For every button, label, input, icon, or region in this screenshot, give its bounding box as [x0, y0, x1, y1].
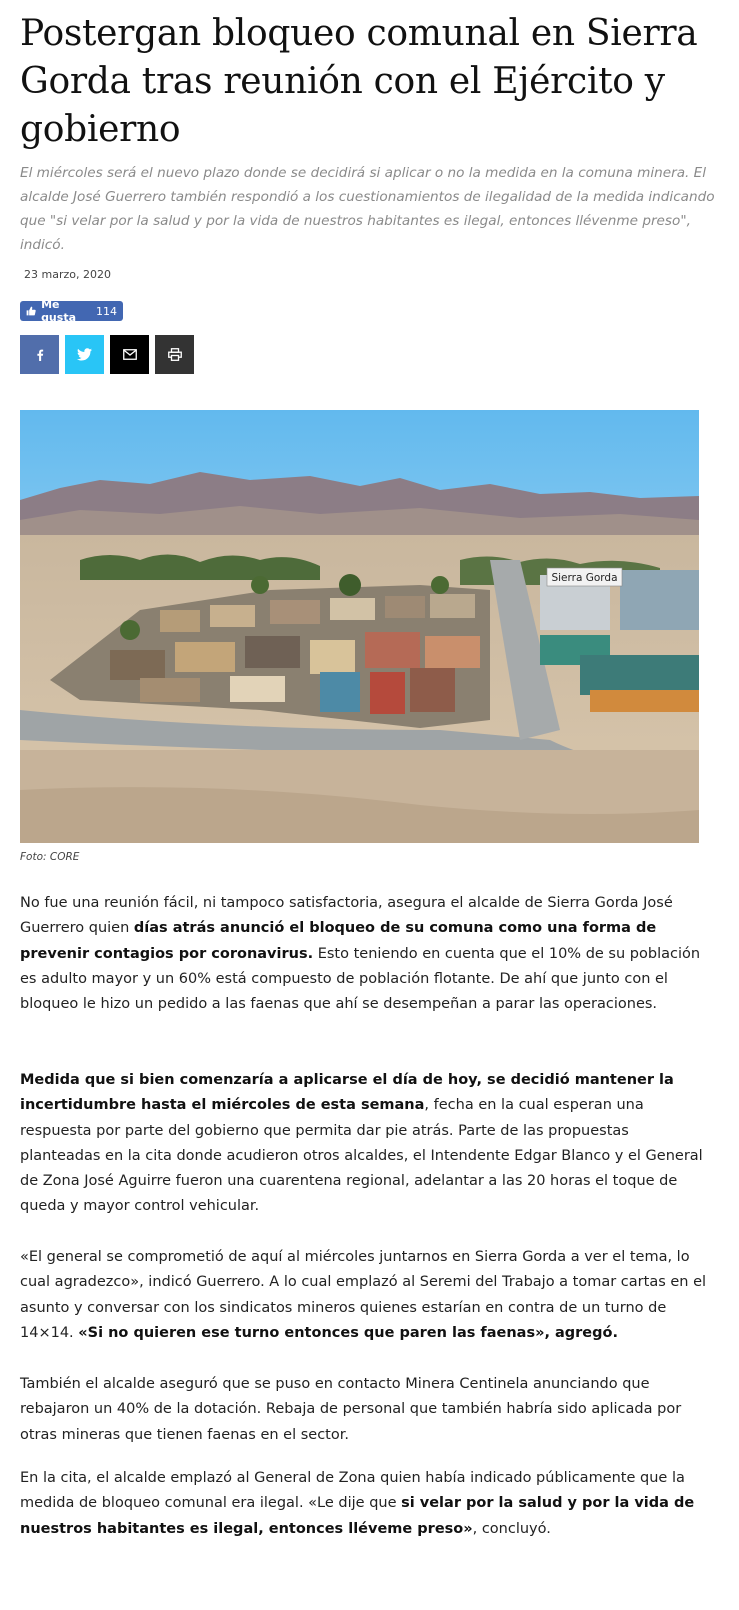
share-twitter-button[interactable]: [65, 335, 104, 374]
article-date: 23 marzo, 2020: [24, 268, 111, 281]
share-email-button[interactable]: [110, 335, 149, 374]
photo-caption: Foto: CORE: [20, 851, 80, 863]
photo-place-label: Sierra Gorda: [551, 572, 618, 584]
paragraph-3: «El general se comprometió de aquí al miércoles juntarnos en Sierra Gorda a ver el tema, lo cual agradezco», indicó Guerrero. A lo cual emplazó al Seremi del Trabajo a tomar cartas en el asunto y conversar con los sindicatos mineros quienes estarían en contra de un turno de 14×14. «Si no quieren ese turno entonces que paren las faenas», agregó.: [20, 1249, 707, 1341]
paragraph-4: También el alcalde aseguró que se puso en contacto Minera Centinela anunciando que rebajaron un 40% de la dotación. Rebaja de personal que también habría sido aplicada por otras mineras que tienen faenas en el sector.: [20, 1376, 682, 1443]
facebook-icon: [34, 349, 46, 361]
paragraph-1: No fue una reunión fácil, ni tampoco satisfactoria, asegura el alcalde de Sierra Gorda José Guerrero quien días atrás anunció el bloqueo de su comuna como una forma de prevenir contagios por coronavirus. Esto teniendo en cuenta que el 10% de su población es adulto mayor y un 60% está compuesto de población flotante. De ahí que junto con el bloqueo le hizo un pedido a las faenas que ahí se desempeñan a parar las operaciones.: [20, 895, 701, 1013]
like-label: Me gusta: [41, 298, 76, 324]
print-icon: [168, 348, 182, 361]
facebook-like-button[interactable]: [20, 298, 123, 324]
thumbs-up-icon: [26, 305, 36, 317]
article-photo: [20, 410, 699, 843]
article-subtitle: El miércoles será el nuevo plazo donde se decidirá si aplicar o no la medida en la comuna minera. El alcalde José Guerrero también respondió a los cuestionamientos de ilegalidad de la medida indicando que "si velar por la salud y por la vida de nuestros habitantes es ilegal, entonces llévenme preso", indicó.: [20, 165, 715, 253]
print-button[interactable]: [155, 335, 194, 374]
share-facebook-button[interactable]: [20, 335, 59, 374]
like-count: 114: [96, 304, 117, 318]
twitter-icon: [77, 348, 92, 361]
paragraph-5: En la cita, el alcalde emplazó al General de Zona quien había indicado públicamente que la medida de bloqueo comunal era ilegal. «Le dije que si velar por la salud y por la vida de nuestros habitantes es ilegal, entonces lléveme preso», concluyó.: [20, 1470, 695, 1537]
article-title: Postergan bloqueo comunal en Sierra Gorda tras reunión con el Ejército y gobierno: [20, 13, 698, 150]
email-icon: [123, 349, 137, 360]
paragraph-2: Medida que si bien comenzaría a aplicarse el día de hoy, se decidió mantener la incertidumbre hasta el miércoles de esta semana, fecha en la cual esperan una respuesta por parte del gobierno que permita dar pie atrás. Parte de las propuestas planteadas en la cita donde acudieron otros alcaldes, el Intendente Edgar Blanco y el General de Zona José Aguirre fueron una cuarentena regional, adelantar a las 20 horas el toque de queda y mayor control vehicular.: [20, 1072, 703, 1215]
